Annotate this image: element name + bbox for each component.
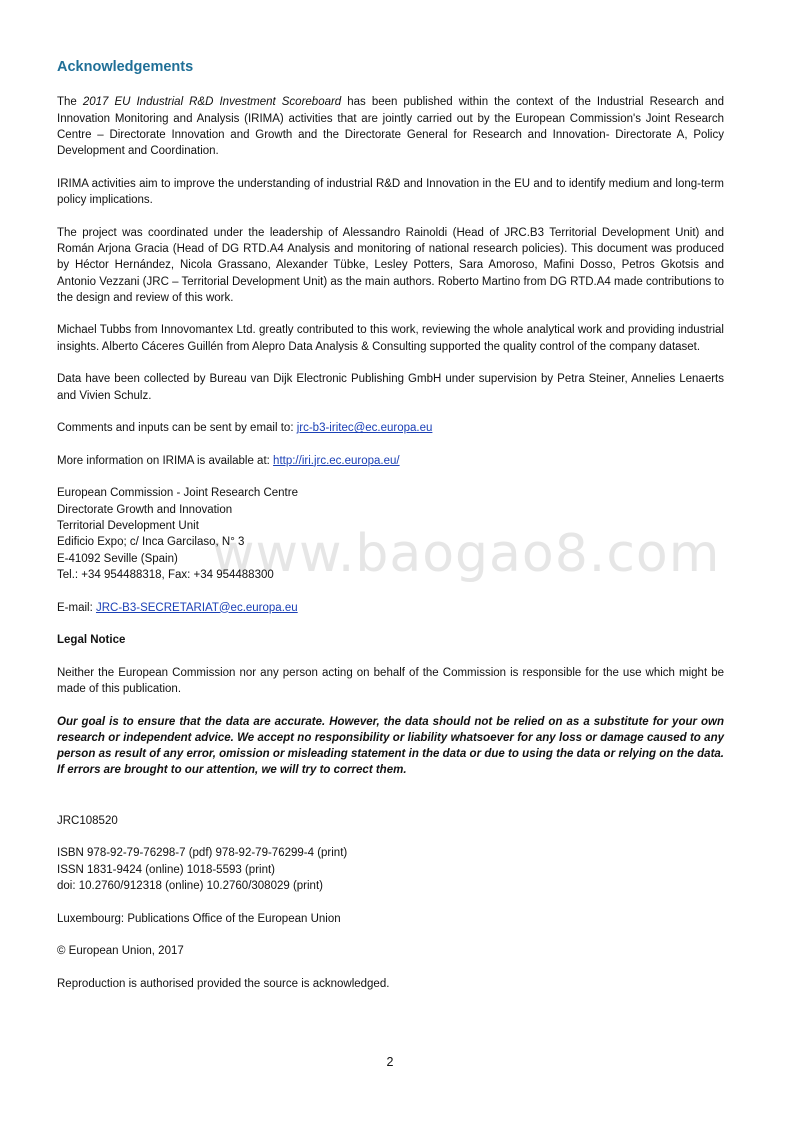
more-info-label: More information on IRIMA is available at: [57, 454, 274, 467]
address-block [57, 485, 724, 583]
intro-rest: has been published within the context of the Industrial Research and Innovation Monitoring and Analysis (IRIMA) activities that are jointly carried out by the European Commission's Joint Research Centre – Directorate Innovation and Growth and the Directorate General for Research and Innovation- Directorate A, Policy Development and Coordination. [57, 96, 725, 158]
legal-notice-text: Neither the European Commission nor any person acting on behalf of the Commission is responsible for the use which might be made of this publication. [57, 666, 724, 695]
watermark: www.baogao8.com [212, 524, 721, 584]
comments-line [57, 420, 724, 436]
scoreboard-title: 2017 EU Industrial R&D Investment Scoreboard [82, 96, 342, 109]
document-page [57, 56, 724, 992]
intro-paragraph [57, 94, 724, 159]
jrc-number: JRC108520 [57, 814, 118, 827]
data-collection-paragraph: Data have been collected by Bureau van Dijk Electronic Publishing GmbH under supervision by Petra Steiner, Annelies Lenaerts and Vivien Schulz. [57, 373, 724, 402]
email-label: E-mail: [57, 601, 96, 614]
email-line [57, 600, 724, 616]
irima-paragraph: IRIMA activities aim to improve the understanding of industrial R&D and Innovation in the EU and to identify medium and long-term policy implications. [57, 177, 724, 207]
reproduction-line: Reproduction is authorised provided the source is acknowledged. [57, 977, 390, 990]
comments-email-link[interactable]: jrc-b3-iritec@ec.europa.eu [296, 422, 433, 435]
contributors-paragraph: Michael Tubbs from Innovomantex Ltd. greatly contributed to this work, reviewing the whole analytical work and providing industrial insights. Alberto Cáceres Guillén from Alepro Data Analysis & Consulting supported the quality control of the company dataset. [57, 324, 724, 353]
more-info-line [57, 453, 724, 469]
publisher-line: Luxembourg: Publications Office of the European Union [57, 912, 341, 925]
address-line: E-41092 Seville (Spain) [57, 552, 178, 565]
secretariat-email-link[interactable]: JRC-B3-SECRETARIAT@ec.europa.eu [95, 601, 298, 614]
page-number: 2 [386, 1055, 394, 1069]
identifiers-block [57, 845, 724, 894]
comments-label: Comments and inputs can be sent by email to: [57, 422, 297, 435]
address-line: Tel.: +34 954488318, Fax: +34 954488300 [57, 568, 274, 581]
disclaimer-text: Our goal is to ensure that the data are accurate. However, the data should not be relied on as a substitute for your own research or independent advice. We accept no responsibility or liability whatsoever for any loss or damage caused to any person as result of any error, omission or misleading statement in the data or due to using the data or relying on the data. If errors are brought to our attention, we will try to correct them. [57, 715, 724, 777]
address-line: Directorate Growth and Innovation [57, 503, 233, 516]
copyright-line: © European Union, 2017 [57, 945, 184, 958]
doi-line: doi: 10.2760/912318 (online) 10.2760/308029 (print) [57, 879, 323, 892]
irima-website-link[interactable]: http://iri.jrc.ec.europa.eu/ [273, 454, 400, 467]
address-line: Territorial Development Unit [57, 520, 199, 533]
page-title: Acknowledgements [57, 59, 194, 75]
issn-line: ISSN 1831-9424 (online) 1018-5593 (print) [57, 863, 275, 876]
isbn-line: ISBN 978-92-79-76298-7 (pdf) 978-92-79-76299-4 (print) [57, 847, 348, 860]
authors-paragraph: The project was coordinated under the leadership of Alessandro Rainoldi (Head of JRC.B3 Territorial Development Unit) and Román Arjona Gracia (Head of DG RTD.A4 Analysis and monitoring of national research policies). This document was produced by Héctor Hernández, Nicola Grassano, Alexander Tübke, Lesley Potters, Sara Amoroso, Mafini Dosso, Petros Gkotsis and Antonio Vezzani (JRC – Territorial Development Unit) as the main authors. Roberto Martino from DG RTD.A4 made contributions to the design and review of this work. [57, 226, 724, 304]
legal-notice-title: Legal Notice [57, 634, 126, 647]
address-line: European Commission - Joint Research Centre [57, 487, 298, 500]
intro-prefix: The [57, 96, 83, 109]
address-line: Edificio Expo; c/ Inca Garcilaso, N° 3 [57, 536, 245, 549]
